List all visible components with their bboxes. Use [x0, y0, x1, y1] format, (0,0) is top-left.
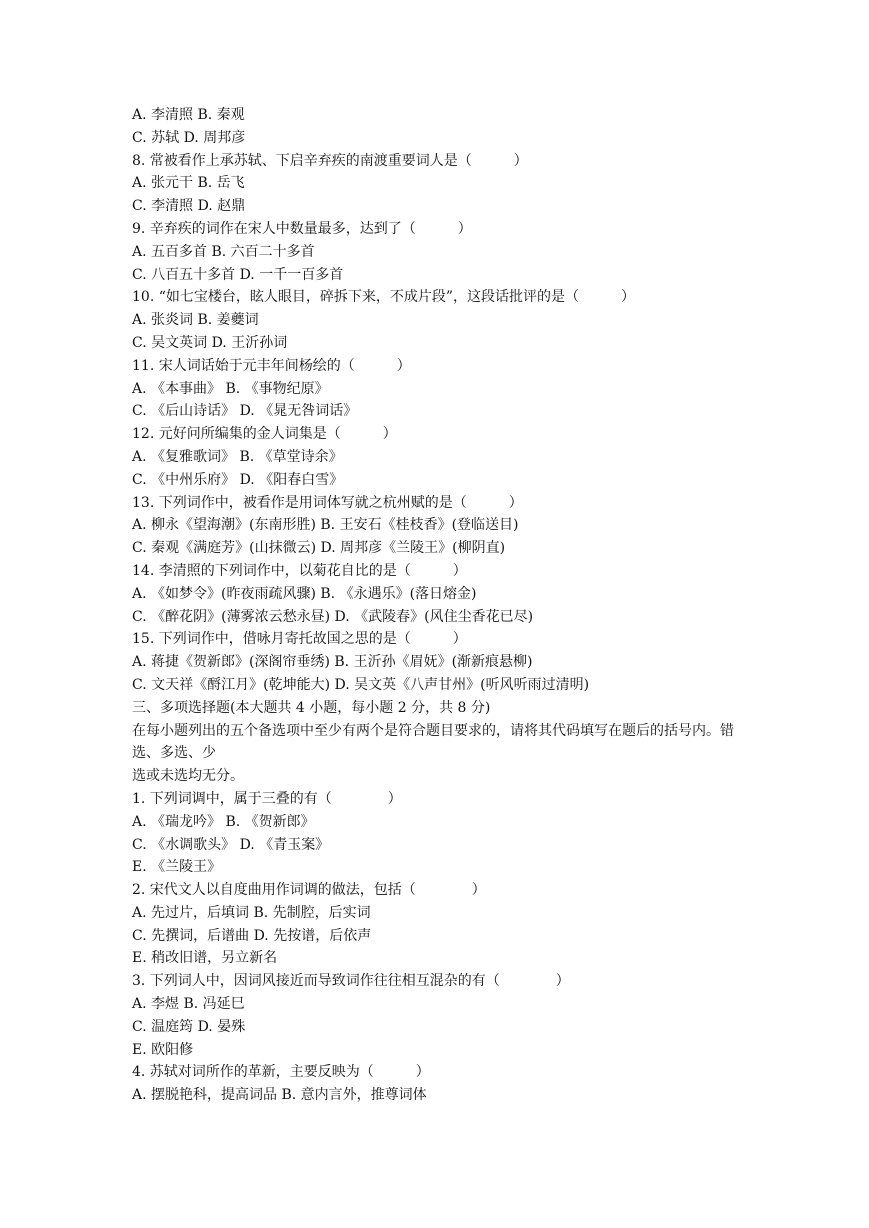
text-line: A. 张元干 B. 岳飞 [132, 175, 245, 192]
text-line: C. 苏轼 D. 周邦彦 [132, 129, 246, 146]
text-line: 4. 苏轼对词所作的革新，主要反映为（ ） [132, 1064, 430, 1081]
text-line: A. 《本事曲》 B. 《事物纪原》 [132, 380, 329, 397]
text-line: 选或未选均无分。 [132, 768, 244, 785]
text-line: C. 《后山诗话》 D. 《晁无咎词话》 [132, 403, 358, 420]
text-line: C. 先撰词，后谱曲 D. 先按谱，后依声 [132, 927, 372, 944]
text-line: A. 张炎词 B. 姜夔词 [132, 312, 259, 329]
text-line: C. 秦观《满庭芳》(山抹微云) D. 周邦彦《兰陵王》(柳阴直) [132, 540, 506, 557]
text-line: 9. 辛弃疾的词作在宋人中数量最多，达到了（ ） [132, 220, 472, 237]
text-line: E. 稍改旧谱，另立新名 [132, 950, 278, 967]
text-line: A. 《复雅歌词》 B. 《草堂诗余》 [132, 448, 343, 465]
text-line: E. 《兰陵王》 [132, 859, 222, 876]
text-line: C. 文天祥《酹江月》(乾坤能大) D. 吴文英《八声甘州》(听风听雨过清明) [132, 676, 590, 693]
text-line: A. 李煜 B. 冯延巳 [132, 996, 245, 1013]
text-line: C. 温庭筠 D. 晏殊 [132, 1018, 246, 1035]
text-line: C. 八百五十多首 D. 一千一百多首 [132, 266, 344, 283]
text-line: A. 李清照 B. 秦观 [132, 107, 245, 123]
text-line: C. 《醉花阴》(薄雾浓云愁永昼) D. 《武陵春》(风住尘香花已尽) [132, 608, 534, 625]
text-line: A. 柳永《望海潮》(东南形胜) B. 王安石《桂枝香》(登临送目) [132, 517, 519, 534]
text-line: C. 李清照 D. 赵鼎 [132, 198, 246, 215]
text-line: 2. 宋代文人以自度曲用作词调的做法，包括（ ） [132, 882, 486, 899]
text-line: C. 《水调歌头》 D. 《青玉案》 [132, 836, 330, 853]
text-line: 12. 元好问所编集的金人词集是（ ） [132, 426, 397, 443]
exam-document [132, 104, 752, 1107]
text-line: 10. “如七宝楼台，眩人眼目，碎拆下来，不成片段”，这段话批评的是（ ） [132, 289, 636, 306]
text-line: 14. 李清照的下列词作中，以菊花自比的是（ ） [132, 562, 467, 579]
text-line: C. 《中州乐府》 D. 《阳春白雪》 [132, 471, 344, 488]
text-line: 15. 下列词作中，借咏月寄托故国之思的是（ ） [132, 631, 467, 648]
text-line: 11. 宋人词话始于元丰年间杨绘的（ ） [132, 357, 411, 374]
text-line: E. 欧阳修 [132, 1041, 194, 1058]
text-line: 在每小题列出的五个备选项中至少有两个是符合题目要求的，请将其代码填写在题后的括号内。错选、多选、少 [132, 722, 734, 762]
text-line: A. 蒋捷《贺新郎》(深阁帘垂绣) B. 王沂孙《眉妩》(渐新痕悬柳) [132, 654, 533, 671]
text-line: A. 《瑞龙吟》 B. 《贺新郎》 [132, 813, 315, 830]
text-line: C. 吴文英词 D. 王沂孙词 [132, 334, 288, 351]
text-line: A. 先过片，后填词 B. 先制腔，后实词 [132, 904, 371, 921]
text-line: A. 五百多首 B. 六百二十多首 [132, 243, 315, 260]
text-line: 1. 下列词调中，属于三叠的有（ ） [132, 790, 402, 807]
text-line: 8. 常被看作上承苏轼、下启辛弃疾的南渡重要词人是（ ） [132, 152, 528, 169]
text-line: A. 摆脱艳科，提高词品 B. 意内言外，推尊词体 [132, 1087, 427, 1104]
text-line: 3. 下列词人中，因词风接近而导致词作往往相互混杂的有（ ） [132, 973, 570, 990]
text-line: 三、多项选择题(本大题共 4 小题，每小题 2 分，共 8 分) [132, 699, 491, 716]
text-line: A. 《如梦令》(昨夜雨疏风骤) B. 《永遇乐》(落日熔金) [132, 585, 477, 602]
text-line: 13. 下列词作中，被看作是用词体写就之杭州赋的是（ ） [132, 494, 523, 511]
